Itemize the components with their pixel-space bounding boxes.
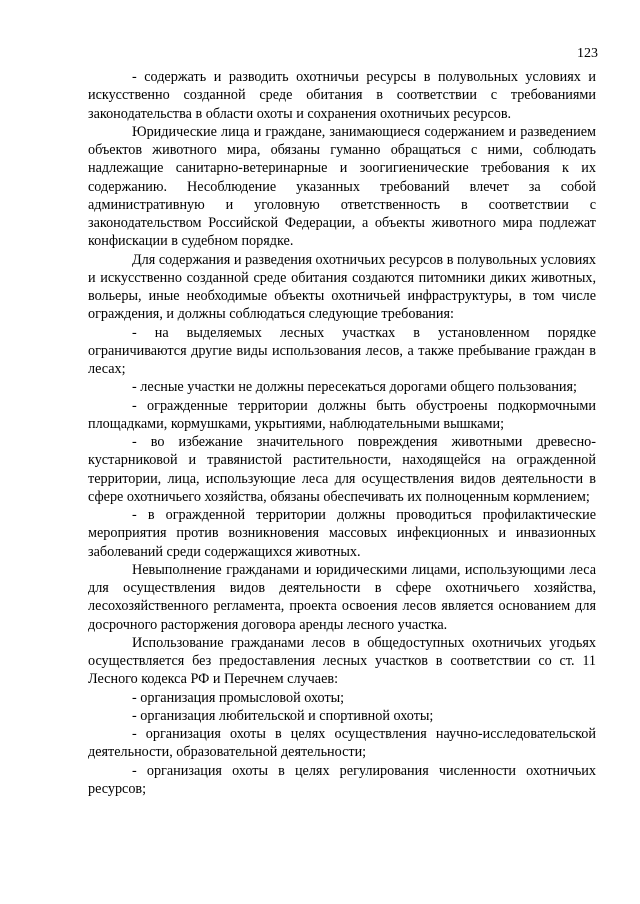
paragraph-4: Невыполнение гражданами и юридическими лицами, использующими леса для осуществления видов деятельности в сфере охотничьего хозяйства, лесохозяйственного регламента, проекта освоения лесов является основанием для досрочного расторжения договора аренды лесного участка. — [88, 561, 596, 633]
paragraph-3: Для содержания и разведения охотничьих ресурсов в полувольных условиях и искусственно созданной среде обитания создаются питомники диких животных, вольеры, иные необходимые объекты охотничьей инфраструктуры, в том числе ограждения, и должны соблюдаться следующие требования: — [88, 251, 596, 323]
list-item-4: - во избежание значительного повреждения животными древесно-кустарниковой и травянистой растительности, находящейся на огражденной территории, лица, использующие леса для осуществления видов деятельности в сфере охотничьего хозяйства, обязаны обеспечивать их полноценным кормлением; — [88, 434, 596, 505]
page-number: 123 — [577, 46, 598, 61]
list-item-1: - на выделяемых лесных участках в установленном порядке ограничиваются другие виды использования лесов, а также пребывание граждан в лесах; — [88, 324, 596, 377]
list-item-3: - огражденные территории должны быть обустроены подкормочными площадками, кормушками, укрытиями, наблюдательными вышками; — [88, 397, 596, 432]
paragraph-5: Использование гражданами лесов в общедоступных охотничьих угодьях осуществляется без предоставления лесных участков в соответствии со ст. 11 Лесного кодекса РФ и Перечнем случаев: — [88, 634, 596, 688]
paragraph-1: - содержать и разводить охотничьи ресурсы в полувольных условиях и искусственно созданной среде обитания в соответствии с требованиями законодательства в области охоты и сохранения охотничьих ресурсов. — [88, 69, 596, 122]
list-item-7: - организация любительской и спортивной охоты; — [132, 707, 434, 724]
list-item-6: - организация промысловой охоты; — [132, 689, 345, 706]
body-text — [88, 68, 596, 798]
list-item-2: - лесные участки не должны пересекаться дорогами общего пользования; — [132, 379, 577, 396]
list-item-5: - в огражденной территории должны проводиться профилактические мероприятия против возникновения массовых инфекционных и инвазионных заболеваний среди содержащихся животных. — [88, 507, 596, 560]
paragraph-2: Юридические лица и граждане, занимающиеся содержанием и разведением объектов животного мира, обязаны гуманно обращаться с ними, соблюдать надлежащие санитарно-ветеринарные и зоогигиенические требования к их содержанию. Несоблюдение указанных требований влечет за собой административную и уголовную ответственность в соответствии с законодательством Российской Федерации, а объекты животного мира подлежат конфискации в судебном порядке. — [88, 123, 596, 250]
list-item-9: - организация охоты в целях регулирования численности охотничьих ресурсов; — [88, 762, 596, 797]
list-item-8: - организация охоты в целях осуществления научно-исследовательской деятельности, образовательной деятельности; — [88, 726, 596, 761]
